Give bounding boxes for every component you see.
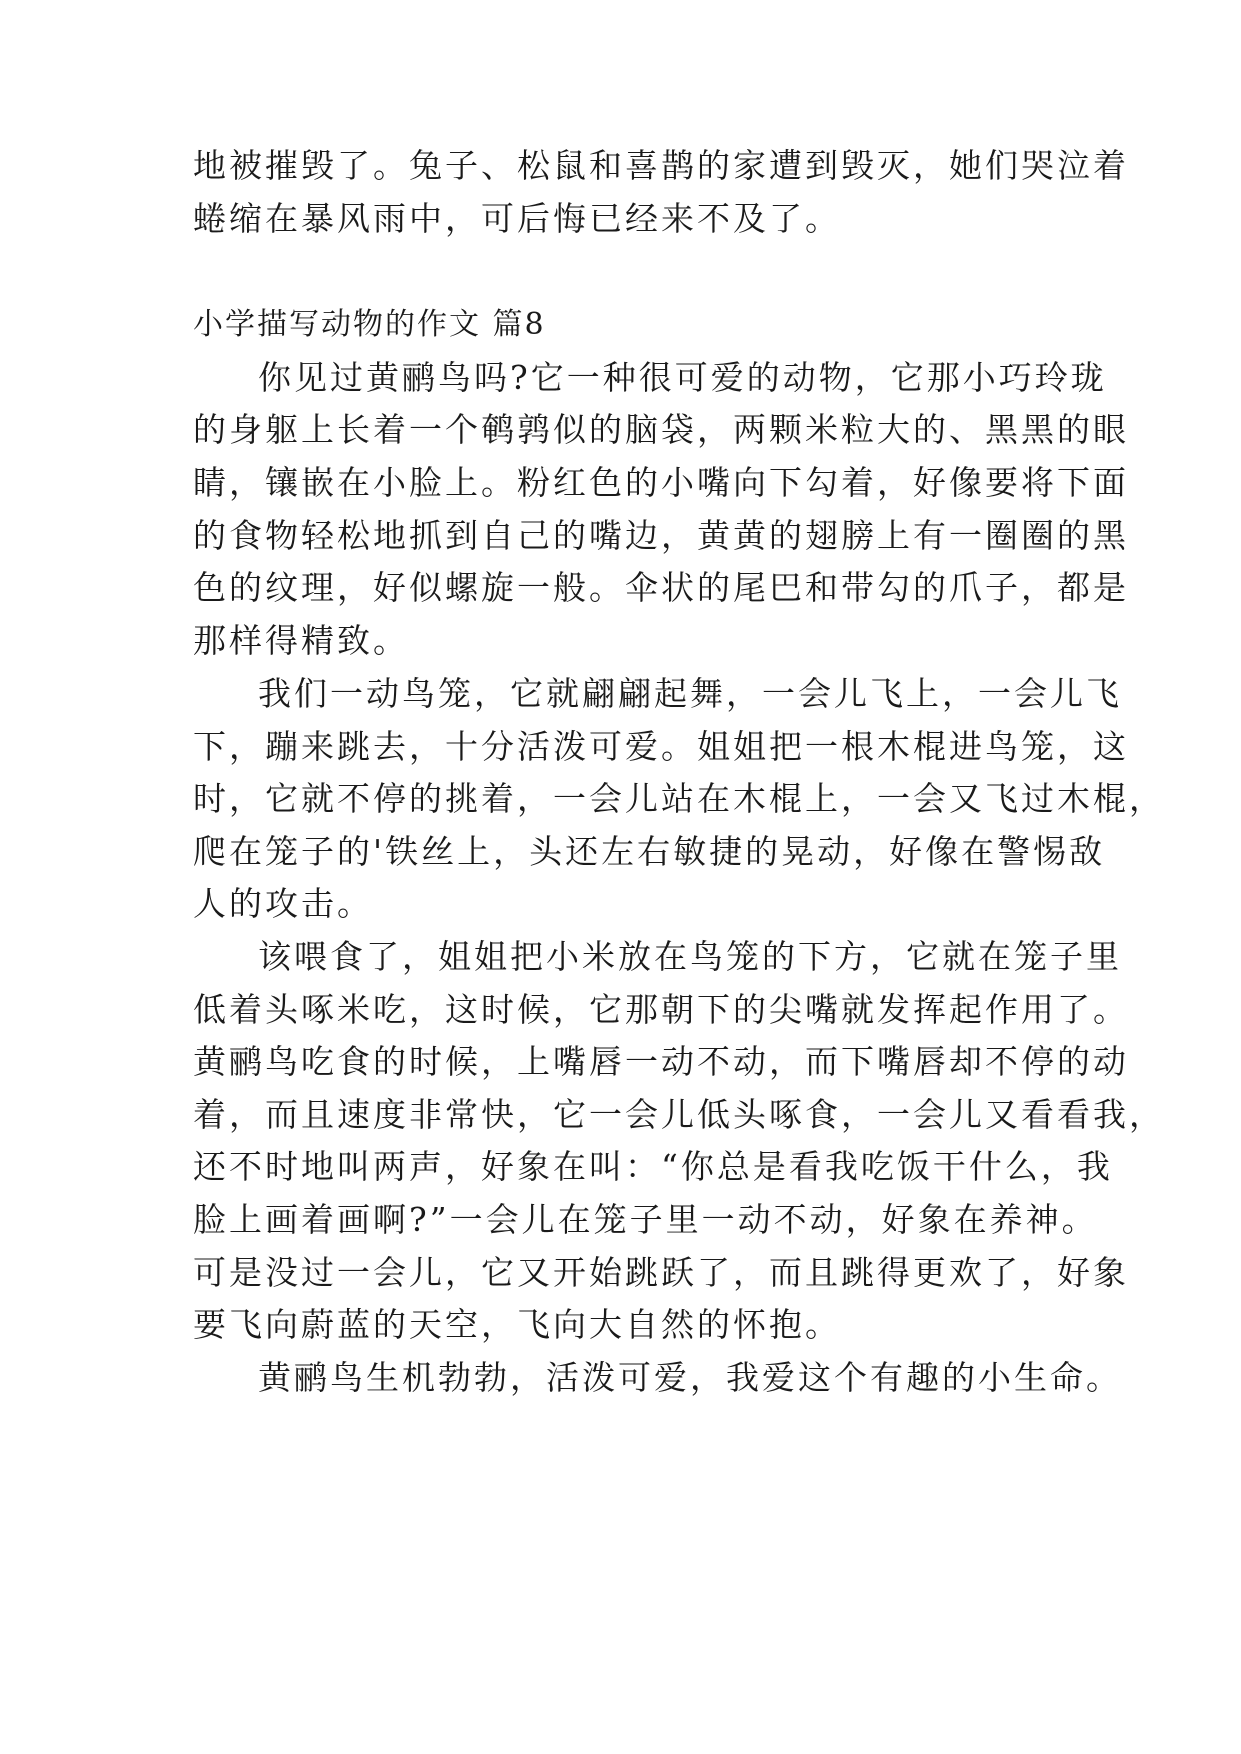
paragraph-line: 爬在笼子的'铁丝上，头还左右敏捷的晃动，好像在警惕敌	[193, 832, 1106, 871]
paragraph-line: 色的纹理，好似螺旋一般。伞状的尾巴和带勾的爪子，都是	[193, 568, 1129, 607]
paragraph-line: 该喂食了，姐姐把小米放在鸟笼的下方，它就在笼子里	[258, 937, 1122, 976]
paragraph-line: 我们一动鸟笼，它就翩翩起舞，一会儿飞上，一会儿飞	[258, 674, 1122, 713]
essay-title: 小学描写动物的作文 篇8	[193, 307, 546, 342]
carryover-line: 地被摧毁了。兔子、松鼠和喜鹊的家遭到毁灭，她们哭泣着	[193, 146, 1129, 185]
paragraph-line: 脸上画着画啊?”一会儿在笼子里一动不动，好象在养神。	[193, 1200, 1098, 1239]
paragraph-line: 人的攻击。	[193, 884, 373, 923]
carryover-line: 蜷缩在暴风雨中，可后悔已经来不及了。	[193, 199, 841, 238]
paragraph-line: 着，而且速度非常快，它一会儿低头啄食，一会儿又看看我，	[193, 1095, 1165, 1134]
paragraph-line: 下，蹦来跳去，十分活泼可爱。姐姐把一根木棍进鸟笼，这	[193, 727, 1129, 766]
paragraph-line: 时，它就不停的挑着，一会儿站在木棍上，一会又飞过木棍，	[193, 779, 1165, 818]
paragraph-line: 的身躯上长着一个鹌鹑似的脑袋，两颗米粒大的、黑黑的眼	[193, 410, 1129, 449]
paragraph-line: 你见过黄鹂鸟吗?它一种很可爱的动物，它那小巧玲珑	[258, 358, 1107, 397]
paragraph-line: 黄鹂鸟生机勃勃，活泼可爱，我爱这个有趣的小生命。	[258, 1358, 1122, 1397]
paragraph-line: 要飞向蔚蓝的天空，飞向大自然的怀抱。	[193, 1305, 841, 1344]
paragraph-line: 黄鹂鸟吃食的时候，上嘴唇一动不动，而下嘴唇却不停的动	[193, 1042, 1129, 1081]
paragraph-line: 可是没过一会儿，它又开始跳跃了，而且跳得更欢了，好象	[193, 1253, 1129, 1292]
paragraph-line: 的食物轻松地抓到自己的嘴边，黄黄的翅膀上有一圈圈的黑	[193, 516, 1129, 555]
paragraph-line: 还不时地叫两声，好象在叫：“你总是看我吃饭干什么，我	[193, 1147, 1113, 1186]
paragraph-line: 低着头啄米吃，这时候，它那朝下的尖嘴就发挥起作用了。	[193, 990, 1129, 1029]
paragraph-line: 那样得精致。	[193, 621, 409, 660]
paragraph-line: 睛，镶嵌在小脸上。粉红色的小嘴向下勾着，好像要将下面	[193, 463, 1129, 502]
